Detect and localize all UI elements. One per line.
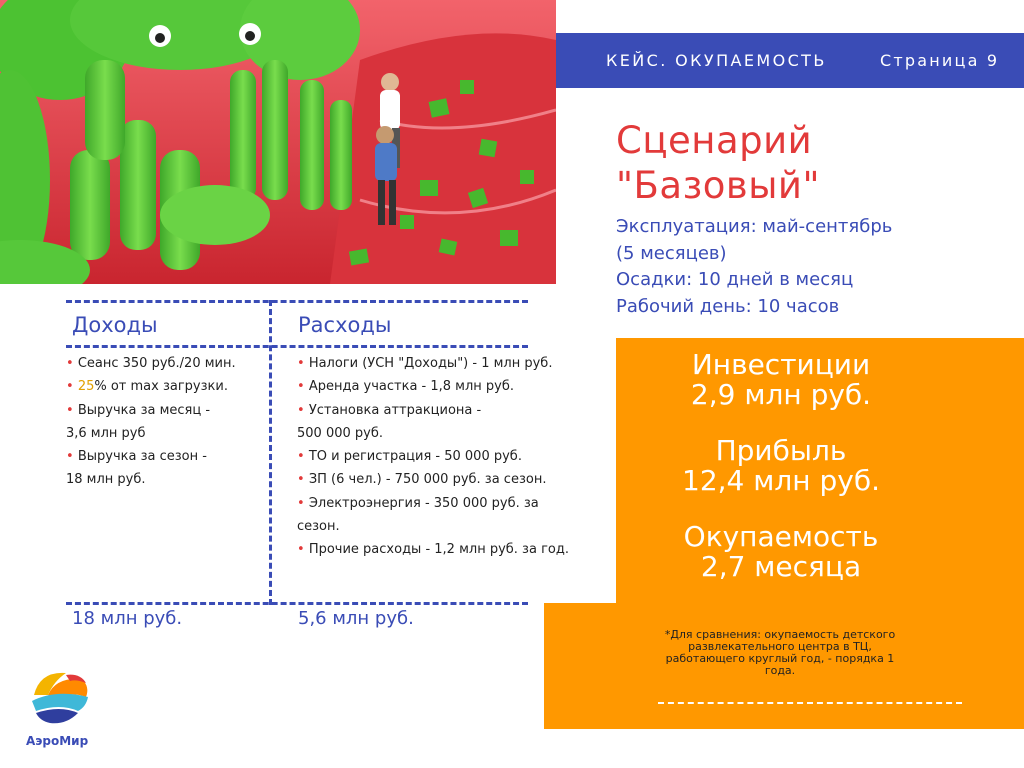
dashed-divider (66, 345, 528, 348)
metric-label: Инвестиции (691, 348, 871, 381)
metric-value: 12,4 млн руб. (682, 464, 880, 497)
list-item: • Выручка за месяц - (66, 402, 211, 418)
scenario-detail: Осадки: 10 дней в месяц (616, 269, 854, 290)
metric-value: 2,7 месяца (700, 550, 862, 583)
income-list (66, 352, 266, 492)
list-item: • Выручка за сезон - (66, 449, 207, 465)
list-item: • Аренда участка - 1,8 млн руб. (297, 379, 515, 395)
attraction-photo (0, 0, 556, 284)
metric-value: 2,9 млн руб. (690, 378, 872, 411)
header-title: КЕЙС. ОКУПАЕМОСТЬ (606, 51, 827, 70)
list-item: сезон. (297, 519, 340, 535)
list-item: 18 млн руб. (66, 472, 146, 488)
expenses-total: 5,6 млн руб. (298, 608, 414, 629)
income-title: Доходы (72, 313, 158, 337)
list-item: 500 000 руб. (297, 425, 383, 441)
list-item: • 25% от max загрузки. (66, 379, 228, 395)
metric-investments (616, 350, 946, 410)
scenario-detail: Рабочий день: 10 часов (616, 295, 840, 317)
dashed-divider (66, 300, 528, 303)
list-item: • ТО и регистрация - 50 000 руб. (297, 449, 522, 465)
list-item: • Сеанс 350 руб./20 мин. (66, 356, 236, 371)
logo-name: АэроМир (26, 734, 89, 748)
dashed-divider (66, 602, 528, 605)
scenario-title-line: Сценарий (616, 119, 813, 162)
list-item: • Установка аттракциона - (297, 402, 482, 418)
aeromir-logo-icon (26, 667, 94, 727)
income-total: 18 млн руб. (72, 608, 183, 629)
dashed-divider (269, 300, 272, 605)
metric-label: Прибыль (715, 434, 847, 467)
scenario-detail: (5 месяцев) (616, 242, 727, 264)
footnote: *Для сравнения: окупаемость детского развлекательного центра в ТЦ, работающего круглый год, - порядка 1 года. (664, 628, 896, 677)
list-item: • Электроэнергия - 350 000 руб. за (297, 495, 539, 511)
expenses-list (297, 352, 609, 562)
list-item: • Налоги (УСН "Доходы") - 1 млн руб. (297, 356, 553, 371)
metric-profit (616, 436, 946, 496)
list-item: • ЗП (6 чел.) - 750 000 руб. за сезон. (297, 472, 547, 488)
scenario-detail: Эксплуатация: май-сентябрь (616, 216, 893, 237)
list-item: 3,6 млн руб (66, 425, 146, 441)
scenario-title (616, 118, 1016, 208)
metric-payback (616, 522, 946, 582)
list-item: • Прочие расходы - 1,2 млн руб. за год. (297, 542, 569, 558)
expenses-title: Расходы (298, 313, 392, 337)
scenario-title-line: "Базовый" (616, 164, 820, 207)
header-band (556, 33, 1024, 88)
dashed-divider (658, 702, 962, 704)
metric-label: Окупаемость (683, 520, 879, 553)
page-number: Страница 9 (880, 51, 1000, 70)
scenario-details (616, 214, 1016, 320)
